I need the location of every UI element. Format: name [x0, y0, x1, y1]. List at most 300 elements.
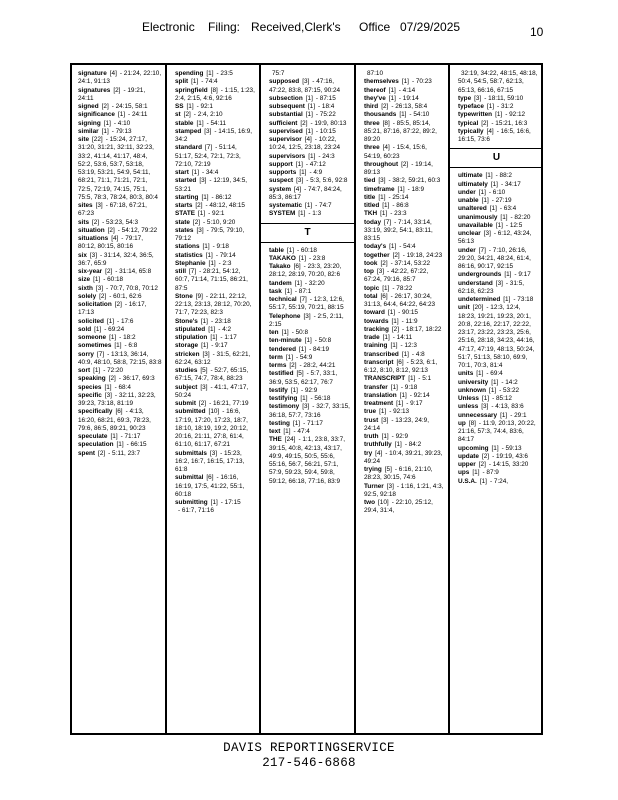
index-entry: [78, 342, 162, 350]
index-entry: [364, 334, 445, 342]
index-word: storage: [175, 342, 199, 350]
index-count: [3]: [303, 312, 311, 320]
index-entry: [458, 111, 540, 119]
index-entry: [269, 420, 351, 428]
index-word: sold: [78, 325, 92, 333]
index-count: [5]: [296, 370, 304, 378]
index-count: [1]: [299, 169, 307, 176]
index-count: [3]: [296, 177, 304, 185]
index-word: total: [364, 292, 378, 300]
index-entry: [458, 469, 540, 477]
index-word: treatment: [364, 400, 394, 407]
index-word: sufficient: [269, 119, 298, 127]
index-count: [1]: [503, 296, 511, 303]
index-count: [2]: [391, 325, 399, 333]
index-pages: - 87:15: [315, 94, 336, 102]
index-word: up: [458, 419, 466, 427]
index-entry: [175, 318, 256, 326]
index-pages: - 7:24,: [489, 477, 509, 485]
index-count: [1]: [391, 317, 399, 325]
index-entry: [78, 334, 162, 342]
index-count: [2]: [300, 119, 308, 127]
index-pages: - 12:3, 12:6, 55:17, 55:19, 70:21, 88:15: [269, 296, 344, 312]
index-pages: - 4:13, 83:6: [491, 403, 524, 411]
index-word: testify: [269, 386, 288, 394]
index-count: [1]: [201, 342, 209, 350]
index-entry: [175, 499, 256, 507]
index-entry: [269, 161, 351, 169]
index-pages: - 87:9: [482, 469, 499, 477]
index-pages: - 51:14, 51:17, 52:4, 72:1, 72:3, 72:10, 72:19: [175, 144, 241, 168]
index-count: [1]: [290, 386, 298, 394]
index-pages: - 4:14: [398, 86, 416, 94]
index-entry: [175, 243, 256, 251]
index-entry: [269, 370, 351, 387]
index-count: [1]: [495, 111, 503, 119]
index-word: stations: [175, 243, 200, 251]
index-pages: - 53:22: [499, 386, 520, 394]
index-word: speculate: [78, 433, 108, 440]
index-count: [1]: [298, 210, 306, 218]
index-count: [2]: [478, 461, 486, 468]
index-pages: - 68:4: [114, 383, 131, 391]
index-count: [1]: [103, 119, 111, 127]
index-pages: - 5:10, 9:20: [203, 218, 236, 226]
index-word: U.S.A.: [458, 477, 477, 485]
index-word: Takako: [269, 263, 291, 270]
index-word: system: [269, 185, 292, 193]
index-pages: - 18:17, 18:22: [401, 325, 442, 333]
index-count: [2]: [381, 103, 389, 110]
index-entry: [458, 478, 540, 486]
index-entry: [269, 103, 351, 111]
index-count: [2]: [183, 111, 191, 119]
index-count: [1]: [298, 254, 306, 262]
index-word: testimony: [269, 403, 300, 411]
index-entry: [175, 210, 256, 218]
index-word: similar: [78, 127, 99, 135]
index-pages: - 9:18: [212, 243, 229, 251]
footer-phone: 217-546-6868: [262, 756, 356, 770]
index-entry: [175, 177, 256, 194]
index-count: [1]: [196, 119, 204, 127]
index-count: [3]: [95, 202, 103, 209]
index-word: springfield: [175, 86, 208, 94]
index-count: [1]: [101, 127, 109, 135]
index-pages: 75:7: [272, 70, 285, 77]
index-entry: [364, 483, 445, 500]
index-word: unnecessary: [458, 411, 498, 419]
index-entry: [269, 255, 351, 263]
index-word: two: [364, 499, 376, 506]
index-word: Stone's: [175, 317, 198, 325]
index-pages: - 54:11: [206, 119, 227, 127]
index-count: [22]: [92, 136, 103, 143]
index-word: themselves: [364, 78, 399, 86]
index-word: starts: [175, 202, 193, 209]
index-word: technical: [269, 296, 297, 303]
index-column-3: [259, 63, 354, 735]
index-count: [1]: [305, 127, 313, 135]
index-word: state: [175, 218, 190, 226]
index-word: studies: [175, 367, 198, 374]
index-count: [1]: [208, 259, 216, 267]
index-entry: [175, 268, 256, 293]
index-entry: [78, 235, 162, 252]
index-entry: [78, 268, 162, 276]
index-pages: - 9:18: [400, 383, 418, 391]
index-pages: - 92:1: [208, 210, 225, 218]
index-pages: - 14:15, 33:20: [488, 461, 529, 468]
index-entry: [458, 403, 540, 411]
index-word: stamped: [175, 127, 202, 135]
index-word: subsection: [269, 94, 303, 102]
index-entry: [458, 128, 540, 145]
index-count: [2]: [113, 86, 121, 94]
index-entry: [458, 370, 540, 378]
index-pages: - 12:5: [505, 221, 523, 229]
index-entry: [175, 219, 256, 227]
index-count: [2]: [198, 400, 207, 407]
index-pages: - 29:1: [510, 411, 527, 419]
header-received: Received,Clerk's: [251, 20, 341, 34]
header-electronic: Electronic: [142, 20, 195, 34]
index-word: someone: [78, 334, 107, 341]
index-count: [3]: [381, 416, 389, 424]
index-pages: - 5:11, 23:7: [108, 449, 141, 457]
index-word: truthfully: [364, 441, 392, 449]
index-pages: - 16:17, 17:13: [78, 301, 147, 317]
index-word: situations: [78, 235, 109, 242]
index-pages: 87:10: [367, 70, 383, 77]
index-pages: - 71:17: [303, 419, 323, 427]
index-count: [1]: [104, 383, 112, 391]
index-word: submittals: [175, 449, 207, 457]
index-pages: - 6:12, 43:24, 56:13: [458, 230, 532, 246]
index-entry: [364, 499, 445, 516]
index-count: [1]: [486, 103, 495, 110]
index-pages: - 88:2: [495, 172, 512, 180]
index-pages: - 24:3: [318, 152, 335, 160]
index-count: [1]: [281, 329, 289, 336]
index-count: [1]: [388, 86, 396, 94]
index-pages: - 18:4: [317, 103, 335, 110]
index-word: title: [364, 193, 376, 201]
index-pages: - 19:18, 24:23: [402, 251, 443, 259]
index-entry: [78, 433, 162, 441]
index-word: signatures: [78, 86, 111, 94]
index-pages: - 2:5, 2:11, 2:15: [269, 312, 344, 328]
index-count: [8]: [210, 86, 218, 94]
index-word: supports: [269, 169, 297, 176]
index-word: upcoming: [458, 444, 489, 452]
index-count: [1]: [201, 193, 209, 201]
index-count: [3]: [302, 78, 310, 86]
index-count: [2]: [99, 292, 107, 300]
index-pages: - 85:5, 85:14, 85:21, 87:16, 87:22, 89:2, 89:20: [364, 119, 437, 143]
index-word: top: [364, 268, 374, 275]
index-count: [1]: [478, 188, 486, 196]
index-pages: - 41:1, 47:17, 50:24: [175, 383, 249, 399]
index-count: [6]: [206, 474, 214, 482]
index-pages: - 69:4: [486, 370, 503, 378]
index-word: stipulation: [175, 334, 208, 341]
index-pages: - 74:7, 84:24, 85:3, 86:17: [269, 185, 342, 201]
index-word: today: [364, 218, 382, 226]
index-entry: [364, 293, 445, 310]
index-pages: - 63:4: [499, 205, 517, 213]
index-entry: [269, 362, 351, 370]
index-pages: - 17:15: [220, 499, 241, 506]
footer-reporter-name: DAVIS REPORTINGSERVICE: [223, 741, 395, 755]
index-count: [2]: [481, 452, 490, 460]
index-entry: [175, 227, 256, 244]
index-entry: [458, 222, 540, 230]
index-entry: [269, 120, 351, 128]
index-word: split: [175, 78, 189, 86]
index-entry: [175, 334, 256, 342]
index-word: submittal: [175, 474, 204, 482]
index-entry: [458, 304, 540, 370]
index-word: three: [364, 119, 380, 127]
index-entry: [364, 466, 445, 483]
index-entry: [78, 367, 162, 375]
index-pages: - 19:14: [398, 94, 419, 102]
index-pages: - 15:24, 27:17, 31:20, 31:21, 32:11, 32:23, 33:2, 41:14, 41:17, 48:4, 52:2, 53:6, 53:7, 53:18, 53:19, 53:21, 54:9, 54:11, 68:21, 71:1, 71:21, 72:1, 72:5, 72:19, 74:15, 75:1, 75:5, 78:3, 78:24, 80:3, 80:4: [78, 136, 158, 201]
index-entry: [175, 408, 256, 449]
index-count: [20]: [472, 304, 484, 312]
index-word: solely: [78, 292, 97, 300]
index-pages: - 31:5, 62:21, 62:24, 63:12: [175, 350, 251, 366]
index-word: toward: [364, 309, 385, 317]
index-word: supervisor: [269, 136, 302, 143]
index-word: st: [175, 111, 181, 119]
index-pages: - 4:2: [218, 325, 232, 333]
index-entry: [364, 433, 445, 441]
index-entry: [364, 384, 445, 392]
index-word: timeframe: [364, 185, 395, 193]
index-entry: [269, 313, 351, 330]
index-pages: - 31:5, 62:18, 62:23: [458, 279, 525, 295]
index-count: [1]: [198, 210, 206, 218]
index-entry: [78, 318, 162, 326]
index-entry: [78, 111, 162, 119]
index-pages: - 54:4: [399, 243, 416, 251]
index-entry: [364, 318, 445, 326]
section-letter: T: [261, 223, 354, 243]
index-count: [7]: [299, 296, 307, 303]
index-entry: [269, 280, 351, 288]
index-word: tracking: [364, 325, 389, 333]
index-entry: [364, 285, 445, 293]
index-pages: - 9:17: [514, 271, 531, 279]
index-pages: - 54:10: [409, 111, 430, 119]
index-entry: [78, 87, 162, 104]
index-count: [6]: [293, 263, 301, 270]
index-count: [1]: [500, 213, 508, 221]
index-count: [1]: [191, 78, 199, 86]
index-count: [1]: [205, 251, 213, 259]
index-entry: [458, 445, 540, 453]
header-filing: Filing:: [208, 20, 241, 34]
index-count: [6]: [115, 408, 123, 416]
index-pages: - 37:14, 53:22: [390, 259, 431, 267]
index-count: [1]: [305, 202, 313, 209]
index-entry: [458, 205, 540, 213]
index-pages: - 70:7, 70:8, 70:12: [106, 284, 158, 292]
index-count: [2]: [192, 218, 201, 226]
index-entry: [175, 78, 256, 86]
index-pages: - 27:19: [491, 197, 512, 204]
index-entry: [175, 144, 256, 169]
index-pages: - 56:18: [310, 395, 331, 402]
index-pages: - 87:1: [294, 287, 312, 295]
index-entry: [78, 120, 162, 128]
index-entry: [269, 247, 351, 255]
index-word: spent: [78, 449, 96, 457]
index-pages: - 32:7, 33:15, 36:18, 57:7, 73:16: [269, 403, 350, 419]
index-pages: - 5:7, 33:1, 36:9, 53:5, 62:17, 76:7: [269, 370, 338, 386]
index-entry: [269, 78, 351, 95]
index-word: under: [458, 188, 476, 196]
index-pages: - 72:20: [103, 367, 124, 374]
index-entry: [78, 136, 162, 202]
index-word: term: [269, 353, 283, 361]
index-entry: [269, 263, 351, 280]
index-column-2: [165, 63, 259, 735]
index-pages: - 74:4: [201, 78, 218, 86]
index-count: [1]: [485, 172, 493, 180]
index-entry: [364, 351, 445, 359]
index-word: task: [269, 287, 282, 295]
index-count: [3]: [483, 230, 491, 237]
index-count: [1]: [382, 284, 390, 292]
index-pages: - 50:8: [314, 337, 332, 345]
index-count: [3]: [376, 268, 385, 275]
index-word: terms: [269, 362, 287, 369]
index-entry: [175, 384, 256, 401]
index-pages: - 19:9, 80:13: [310, 119, 347, 127]
index-pages: - 67:18, 67:21, 67:23: [78, 202, 147, 218]
index-pages: - 23:3, 23:20, 28:12, 28:19, 70:20, 82:6: [269, 263, 342, 279]
index-entry: [269, 329, 351, 337]
index-count: [1]: [491, 378, 499, 386]
index-count: [2]: [481, 119, 489, 127]
index-count: [2]: [101, 103, 109, 110]
index-word: transcribed: [364, 350, 399, 358]
index-entry: [175, 351, 256, 368]
index-pages: - 18:2: [119, 334, 136, 341]
index-pages: - 75:22: [315, 111, 336, 119]
index-entry: [364, 161, 445, 178]
index-count: [4]: [109, 70, 117, 77]
index-entry: [364, 219, 445, 244]
index-entry: [458, 453, 540, 461]
index-count: [2]: [392, 251, 400, 259]
index-count: [10]: [378, 499, 389, 506]
index-entry: [78, 351, 162, 368]
index-word: submit: [175, 400, 196, 407]
index-count: [1]: [390, 383, 398, 391]
index-word: Stephanie: [175, 259, 206, 267]
index-entry: [269, 337, 351, 345]
index-pages: - 18:11, 59:10: [484, 94, 524, 102]
index-count: [1]: [299, 345, 307, 353]
index-pages: - 6:16, 21:10, 28:23, 30:15, 74:6: [364, 466, 433, 482]
index-pages: - 1:16, 1:21, 4:3, 92:5, 92:18: [364, 482, 444, 498]
index-word: solicitation: [78, 301, 112, 308]
index-entry: [269, 210, 351, 218]
index-pages: - 24:11: [128, 111, 148, 119]
index-count: [1]: [307, 103, 315, 110]
index-pages: - 92:12: [505, 111, 526, 119]
index-entry: [458, 247, 540, 272]
index-pages: - 34:17: [500, 180, 521, 188]
index-entry: [78, 219, 162, 227]
index-word: typewritten: [458, 111, 493, 119]
index-pages: - 12:3: [400, 342, 417, 350]
index-count: [4]: [486, 127, 494, 135]
index-pages: - 16:21, 77:19: [209, 400, 249, 407]
index-word: topic: [364, 284, 380, 292]
index-count: [1]: [504, 271, 512, 279]
header-office: Office: [359, 20, 391, 34]
index-entry: [175, 70, 256, 78]
index-entry: [78, 285, 162, 293]
index-count: [4]: [294, 185, 302, 193]
index-word: Telephone: [269, 312, 301, 320]
index-pages: - 14:11: [392, 334, 413, 341]
index-word: specifically: [78, 408, 113, 416]
index-word: SYSTEM: [269, 210, 296, 218]
index-count: [1]: [114, 342, 122, 350]
index-word: still: [175, 268, 187, 275]
index-entry: [175, 120, 256, 128]
index-entry: [175, 111, 256, 119]
index-count: [6]: [380, 292, 388, 300]
index-pages: - 92:13: [389, 408, 410, 416]
index-pages: - 23:18: [210, 317, 231, 325]
index-pages: - 47:12: [305, 160, 326, 168]
index-entry: [175, 474, 256, 499]
index-pages: - 60:18: [297, 246, 317, 254]
index-pages: - 32:20: [304, 279, 325, 287]
index-entry: [175, 400, 256, 408]
index-entry: [458, 395, 540, 403]
index-count: [7]: [384, 218, 392, 226]
index-entry: [364, 177, 445, 185]
index-count: [4]: [111, 235, 119, 242]
index-count: [4]: [375, 449, 383, 457]
index-count: [3]: [209, 449, 218, 457]
index-count: [1]: [191, 169, 199, 176]
index-word: unaltered: [458, 205, 487, 213]
index-pages: - 5:3, 5:6, 92:8: [306, 177, 348, 185]
index-count: [7]: [205, 144, 213, 152]
index-count: [3]: [199, 177, 207, 185]
index-count: [1]: [210, 334, 218, 341]
index-count: [1]: [389, 243, 397, 251]
index-word: took: [364, 259, 378, 267]
index-pages: - 1:3: [308, 210, 322, 218]
index-count: [6]: [396, 358, 404, 366]
index-pages: - 84:19: [309, 345, 330, 353]
index-pages: - 10:22, 10:24, 12:5, 23:18, 23:24: [269, 136, 341, 152]
index-pages: - 14:15, 16:9, 34:2: [175, 127, 253, 143]
index-pages: - 79:17, 80:12, 80:15, 80:16: [78, 235, 143, 251]
index-pages: - 92:14: [409, 391, 430, 399]
index-count: [3]: [378, 177, 386, 185]
